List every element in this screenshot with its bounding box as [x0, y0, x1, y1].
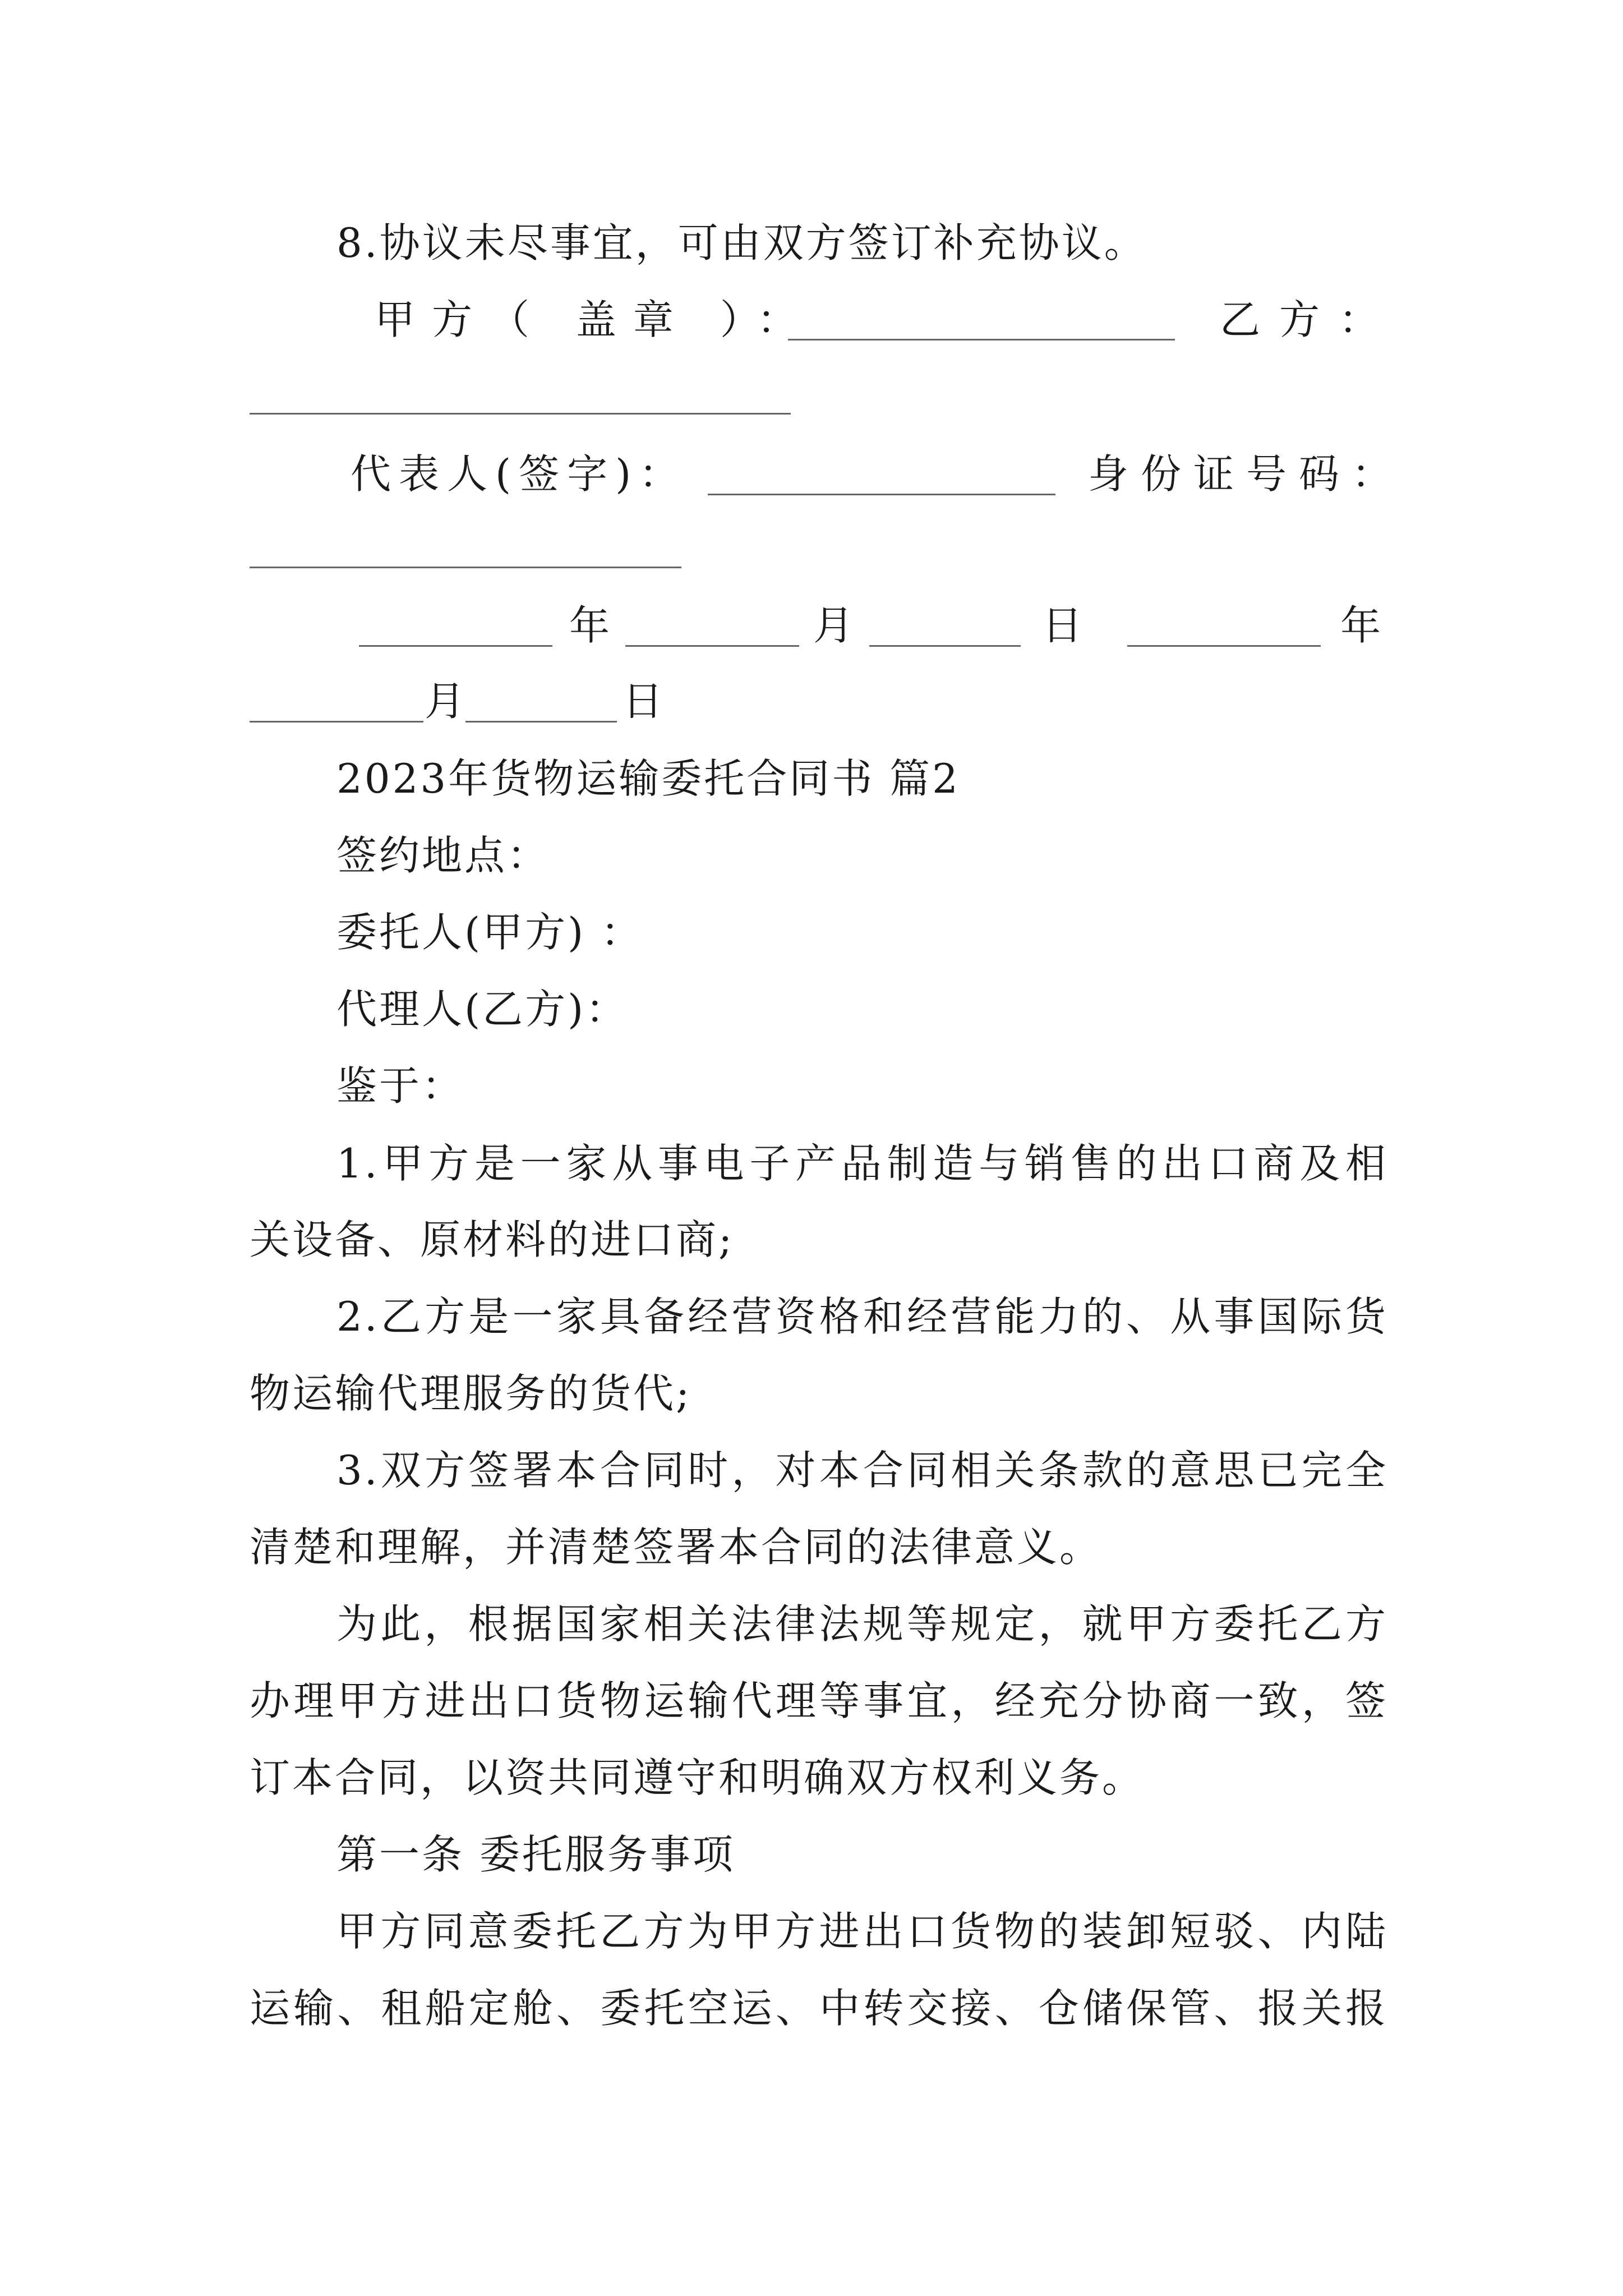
article-1-heading: 第一条 委托服务事项	[336, 1831, 735, 1878]
party-a-seal-blank	[788, 339, 1175, 341]
party-a-seal-label: 甲方（ 盖章 ）：	[375, 296, 814, 343]
date-a-month-blank	[625, 645, 799, 647]
paragraph-line-1: 为此，根据国家相关法律法规等规定，就甲方委托乙方	[336, 1600, 1388, 1648]
date-a-year-blank	[359, 645, 552, 647]
clause-8: 8.协议未尽事宜，可由双方签订补充协议。	[336, 219, 1147, 266]
date-b-month-label: 月	[425, 678, 465, 725]
date-a-year-label: 年	[569, 602, 610, 649]
sign-place-label: 签约地点：	[336, 832, 550, 879]
item-2-line-2: 物运输代理服务的货代;	[250, 1370, 692, 1417]
party-b-blank	[250, 413, 791, 415]
representative-sign-blank	[708, 494, 1055, 495]
article-1-line-1: 甲方同意委托乙方为甲方进出口货物的装卸短驳、内陆	[336, 1908, 1388, 1955]
date-b-year-label: 年	[1340, 602, 1381, 649]
id-number-blank	[250, 567, 681, 568]
date-b-year-blank	[1127, 645, 1321, 647]
date-a-month-label: 月	[813, 602, 854, 649]
whereas-label: 鉴于：	[336, 1062, 465, 1110]
contract-heading: 2023年货物运输委托合同书 篇2	[336, 755, 960, 802]
date-a-day-label: 日	[1042, 602, 1083, 649]
paragraph-line-2: 办理甲方进出口货物运输代理等事宜，经充分协商一致，签	[250, 1677, 1388, 1724]
item-2-line-1: 2.乙方是一家具备经营资格和经营能力的、从事国际货	[336, 1293, 1388, 1340]
agent-label: 代理人(乙方)：	[336, 986, 629, 1033]
date-a-day-blank	[869, 645, 1021, 647]
id-number-label: 身份证号码：	[1088, 450, 1405, 498]
date-b-day-label: 日	[623, 678, 663, 725]
paragraph-line-3: 订本合同，以资共同遵守和明确双方权利义务。	[250, 1754, 1145, 1801]
party-b-label: 乙方：	[1220, 296, 1399, 343]
date-b-day-blank	[465, 721, 617, 723]
representative-sign-label: 代表人(签字)：	[351, 450, 688, 498]
item-3-line-1: 3.双方签署本合同时，对本合同相关条款的意思已完全	[336, 1447, 1388, 1494]
date-b-month-blank	[250, 721, 423, 723]
item-3-line-2: 清楚和理解，并清楚签署本合同的法律意义。	[250, 1524, 1103, 1571]
item-1-line-1: 1.甲方是一家从事电子产品制造与销售的出口商及相	[336, 1140, 1388, 1187]
item-1-line-2: 关设备、原材料的进口商;	[250, 1216, 735, 1263]
client-label: 委托人(甲方) ：	[336, 909, 644, 956]
article-1-line-2: 运输、租船定舱、委托空运、中转交接、仓储保管、报关报	[250, 1985, 1388, 2032]
